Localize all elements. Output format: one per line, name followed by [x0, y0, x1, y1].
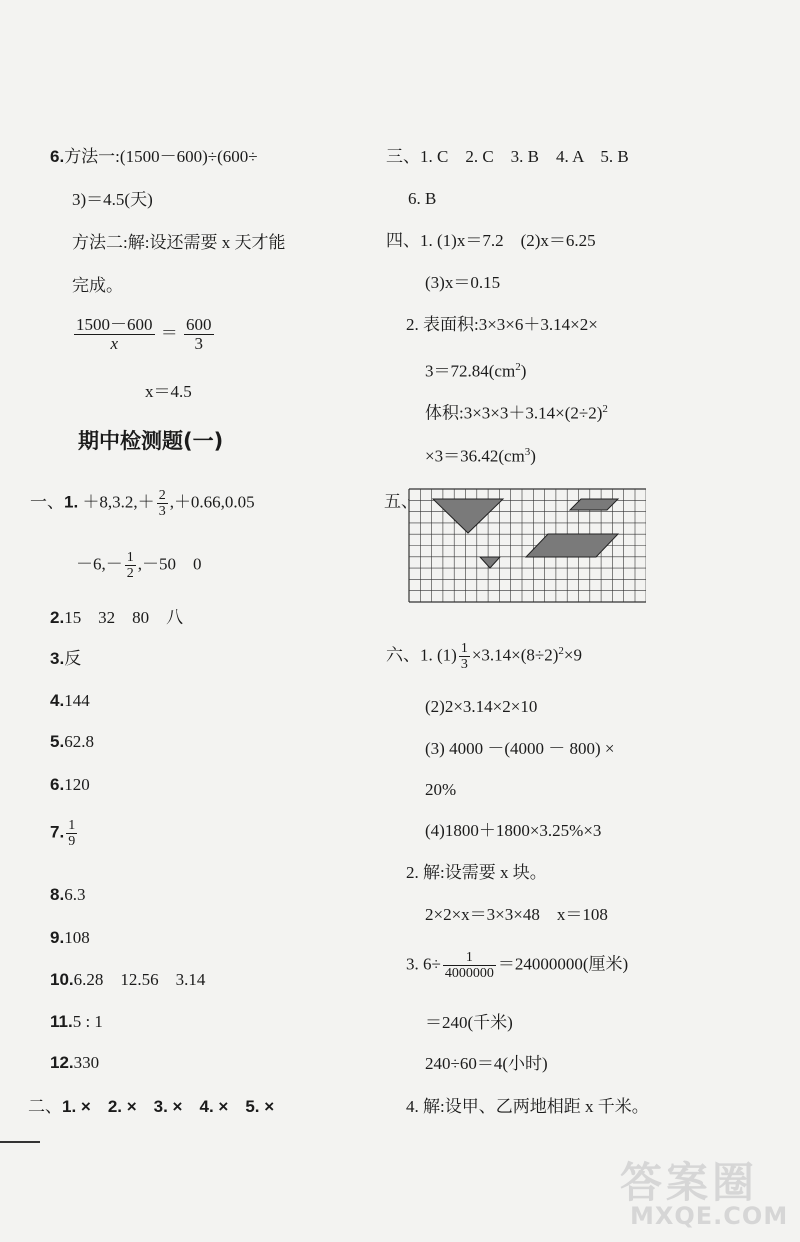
grid-figure	[408, 488, 646, 608]
answer-text: 体积:3×3×3＋3.14×(2÷2)	[425, 403, 603, 423]
fraction	[443, 950, 496, 981]
superscript: 2	[602, 403, 608, 415]
answer-text: 330	[73, 1053, 100, 1072]
question-number: 7.	[50, 822, 65, 842]
q6-line2: 3)＝4.5(天)	[72, 190, 153, 209]
section-title: 期中检测题(一)	[78, 429, 224, 453]
answer-text: 6.3	[64, 885, 86, 904]
question-number: 12.	[50, 1053, 74, 1072]
footer-rule	[0, 1141, 40, 1143]
answer-text: 3＝72.84(cm	[425, 361, 516, 381]
answer-text: 反	[64, 649, 82, 668]
answer-line	[50, 818, 79, 849]
answer-text: 5 : 1	[72, 1012, 103, 1031]
s5-label: 五、	[384, 492, 418, 511]
answer-text: ＋8,3.2,＋	[82, 492, 155, 512]
answer-text: 3. 6÷	[406, 954, 441, 974]
superscript: 3	[524, 446, 531, 458]
fraction-numerator: 1500－600	[76, 315, 153, 334]
s6-q1-line5: (4)1800＋1800×3.25%×3	[425, 821, 602, 840]
s4-q2-line4	[425, 441, 536, 468]
answer-text: )	[530, 446, 536, 466]
s1-q1-line2	[76, 550, 202, 581]
s1-q1-line1	[30, 488, 255, 519]
s6-q3-line2: ＝240(千米)	[425, 1013, 513, 1032]
answer-text: ＝24000000(厘米)	[497, 954, 629, 974]
question-number: 6.	[50, 147, 65, 166]
answer-line	[50, 731, 94, 753]
fraction-numerator: 1	[443, 950, 496, 966]
answer-line	[50, 1011, 103, 1033]
answer-line	[50, 927, 90, 949]
answer-text: 1. × 2. × 3. × 4. × 5. ×	[62, 1097, 275, 1116]
watermark	[610, 1150, 790, 1235]
fraction-denominator: 4000000	[444, 966, 494, 981]
answer-text: 15 32 80 八	[64, 608, 184, 627]
question-number: 2.	[50, 608, 65, 627]
s3-line1: 三、1. C 2. C 3. B 4. A 5. B	[386, 147, 629, 166]
fraction-numerator: 600	[186, 315, 212, 334]
s2-line	[28, 1096, 274, 1118]
answer-text: )	[520, 361, 527, 381]
answer-line	[50, 774, 90, 796]
question-number: 9.	[50, 928, 65, 947]
answer-line	[50, 884, 85, 906]
fraction-numerator: 1	[126, 550, 134, 565]
answer-text: ×3.14×(8÷2)	[471, 645, 559, 665]
question-number: 11.	[50, 1012, 73, 1031]
s6-q2-line2: 2×2×x＝3×3×48 x＝108	[425, 905, 608, 924]
fraction-denominator: 9	[68, 834, 76, 849]
answer-line	[50, 607, 183, 629]
section-label: 二、	[28, 1097, 62, 1116]
fraction-denominator: 3	[194, 334, 203, 353]
answer-text: ,－50 0	[137, 554, 202, 574]
s6-q1-line2: (2)2×3.14×2×10	[425, 697, 538, 716]
q6-line3: 方法二:解:设还需要 x 天才能	[72, 233, 286, 252]
fraction	[125, 550, 136, 581]
answer-text: 120	[64, 775, 90, 794]
question-number: 10.	[50, 970, 74, 989]
fraction	[66, 818, 77, 849]
q6-result: x＝4.5	[145, 382, 192, 401]
q6-equation	[72, 316, 216, 353]
fraction-denominator: 3	[158, 504, 166, 519]
s4-q2-line2	[425, 356, 526, 383]
s4-q2-line3	[425, 398, 608, 425]
answer-text: ×3＝36.42(cm	[425, 446, 525, 466]
answer-text: ,＋0.66,0.05	[169, 492, 255, 512]
fraction-numerator: 2	[158, 488, 166, 503]
triangle-shape	[433, 499, 503, 533]
question-number: 8.	[50, 885, 65, 904]
answer-text: 62.8	[64, 732, 94, 751]
answer-text: －6,－	[76, 554, 123, 574]
s6-q4-line1: 4. 解:设甲、乙两地相距 x 千米。	[406, 1097, 649, 1116]
question-number: 5.	[50, 732, 65, 751]
fraction-denominator: 3	[460, 657, 468, 673]
s6-q2-line1: 2. 解:设需要 x 块。	[406, 863, 547, 882]
q6-line1	[50, 146, 258, 168]
s3-line2: 6. B	[408, 189, 437, 208]
question-number: 1.	[64, 492, 79, 512]
parallelogram-shape	[526, 534, 618, 557]
s6-q3-line3: 240÷60＝4(小时)	[425, 1054, 548, 1073]
fraction	[459, 641, 470, 672]
answer-line	[50, 1052, 99, 1074]
fraction-numerator: 1	[460, 641, 468, 657]
equals-sign: ＝	[160, 323, 178, 343]
fraction-numerator: 1	[68, 818, 76, 833]
s4-q2-line1: 2. 表面积:3×3×6＋3.14×2×	[406, 315, 598, 334]
small-triangle-shape	[480, 557, 500, 568]
fraction-denominator: 2	[126, 566, 134, 581]
superscript: 2	[558, 645, 564, 657]
s6-q3-line1	[406, 950, 628, 981]
fraction-denominator: x	[110, 334, 119, 353]
answer-line	[50, 648, 81, 670]
watermark-text: 答案圈	[620, 1158, 759, 1207]
small-parallelogram-shape	[570, 499, 618, 510]
question-number: 4.	[50, 691, 65, 710]
answer-line	[50, 690, 90, 712]
s4-line1: 四、1. (1)x＝7.2 (2)x＝6.25	[386, 231, 596, 250]
fraction	[74, 316, 155, 353]
answer-text: 144	[64, 691, 90, 710]
answer-text: 108	[64, 928, 90, 947]
superscript: 2	[515, 361, 521, 373]
answer-text: 6.28 12.56 3.14	[73, 970, 206, 989]
answer-text: 六、1. (1)	[386, 645, 457, 665]
answer-text: ×9	[563, 645, 582, 665]
q6-method1-text: 方法一:(1500－600)÷(600÷	[64, 147, 258, 166]
fraction	[157, 488, 168, 519]
s6-q1-line3: (3) 4000 －(4000 － 800) ×	[425, 739, 615, 758]
question-number: 6.	[50, 775, 65, 794]
s4-line2: (3)x＝0.15	[425, 273, 501, 292]
section-label: 一、	[30, 492, 64, 512]
s6-q1-line1	[386, 640, 582, 672]
fraction	[184, 316, 214, 353]
q6-line4: 完成。	[72, 276, 123, 295]
question-number: 3.	[50, 649, 65, 668]
answer-line	[50, 969, 205, 991]
s6-q1-line4: 20%	[425, 780, 457, 799]
watermark-url: MXQE.COM	[630, 1202, 789, 1230]
